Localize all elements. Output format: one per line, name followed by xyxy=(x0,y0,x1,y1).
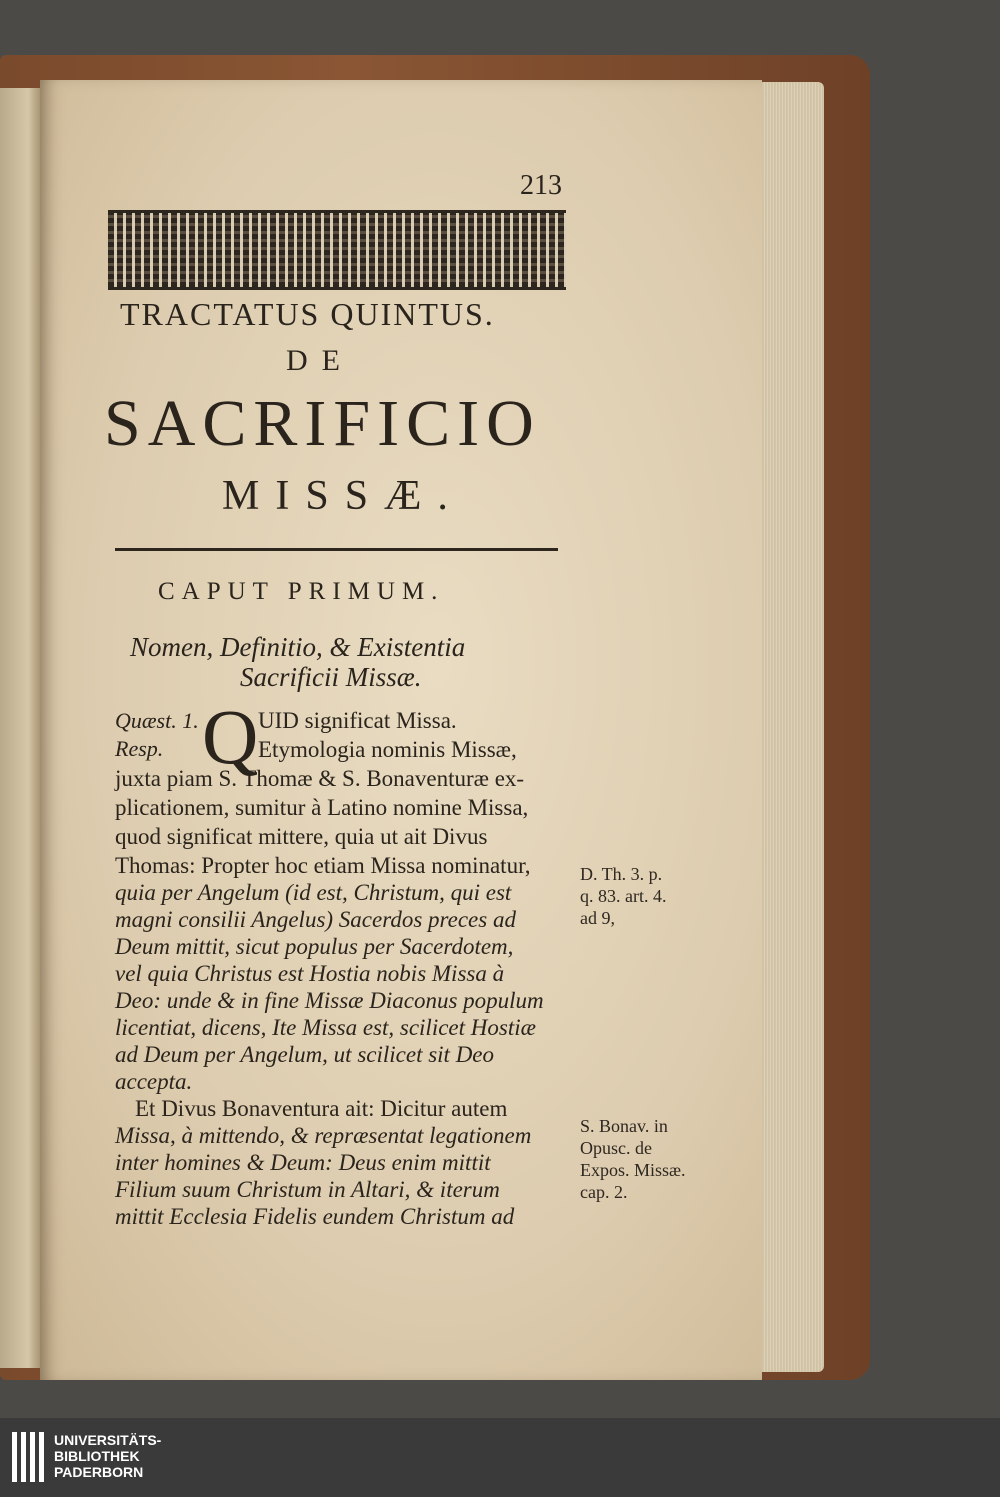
margin-note: D. Th. 3. p. xyxy=(580,864,663,884)
left-page-edge xyxy=(0,88,40,1368)
margin-note: ad 9, xyxy=(580,908,615,928)
body-line: Missa, à mittendo, & repræsentat legationem xyxy=(115,1123,532,1148)
body-line: magni consilii Angelus) Sacerdos preces ad xyxy=(115,907,516,932)
body-line: vel quia Christus est Hostia nobis Missa à xyxy=(115,961,505,986)
de-heading: DE xyxy=(286,344,354,377)
ornamental-headpiece xyxy=(108,210,566,290)
library-logo-text xyxy=(54,1432,161,1480)
chapter-subtitle-2: Sacrificii Missæ. xyxy=(240,662,422,692)
page-edges xyxy=(760,82,824,1372)
library-logo-icon xyxy=(12,1432,48,1482)
body-line: ad Deum per Angelum, ut scilicet sit Deo xyxy=(115,1042,495,1067)
sacrificio-heading: SACRIFICIO xyxy=(104,387,541,460)
tractatus-heading: TRACTATUS QUINTUS. xyxy=(120,296,495,332)
body-line: inter homines & Deum: Deus enim mittit xyxy=(115,1150,491,1175)
logo-line-2: BIBLIOTHEK xyxy=(54,1448,140,1464)
logo-line-3: PADERBORN xyxy=(54,1464,144,1480)
body-line: Etymologia nominis Missæ, xyxy=(258,737,517,762)
body-line: mittit Ecclesia Fidelis eundem Christum ad xyxy=(115,1204,515,1229)
body-line: accepta. xyxy=(115,1069,193,1094)
body-line: Et Divus Bonaventura ait: Dicitur autem xyxy=(135,1096,508,1121)
logo-line-1: UNIVERSITÄTS- xyxy=(54,1432,162,1448)
margin-note: q. 83. art. 4. xyxy=(580,886,667,906)
body-line: UID significat Missa. xyxy=(258,708,457,733)
responsio-label: Resp. xyxy=(115,736,164,761)
body-line: Deum mittit, sicut populus per Sacerdotem, xyxy=(115,934,514,959)
missae-heading: MISSÆ. xyxy=(222,473,464,519)
margin-note: S. Bonav. in xyxy=(580,1116,668,1136)
divider-rule xyxy=(115,548,558,551)
body-line: quod significat mittere, quia ut ait Divus xyxy=(115,824,488,849)
margin-note: Opusc. de xyxy=(580,1138,652,1158)
chapter-subtitle-1: Nomen, Definitio, & Existentia xyxy=(130,632,466,662)
body-line: juxta piam S. Thomæ & S. Bonaventuræ ex- xyxy=(115,766,525,791)
body-line: plicationem, sumitur à Latino nomine Missa, xyxy=(115,795,529,820)
margin-note: Expos. Missæ. xyxy=(580,1160,686,1180)
quaestio-label: Quæst. 1. xyxy=(115,708,199,733)
body-line: Thomas: Propter hoc etiam Missa nominatur, xyxy=(115,853,531,878)
body-line: Filium suum Christum in Altari, & iterum xyxy=(115,1177,500,1202)
drop-cap: Q xyxy=(202,693,259,780)
page-number: 213 xyxy=(520,170,562,201)
body-line: licentiat, dicens, Ite Missa est, scilicet Hostiæ xyxy=(115,1015,536,1040)
body-line: Deo: unde & in fine Missæ Diaconus populum xyxy=(115,988,544,1013)
chapter-heading: CAPUT PRIMUM. xyxy=(158,578,445,605)
body-line: quia per Angelum (id est, Christum, qui est xyxy=(115,880,512,905)
margin-note: cap. 2. xyxy=(580,1182,628,1202)
